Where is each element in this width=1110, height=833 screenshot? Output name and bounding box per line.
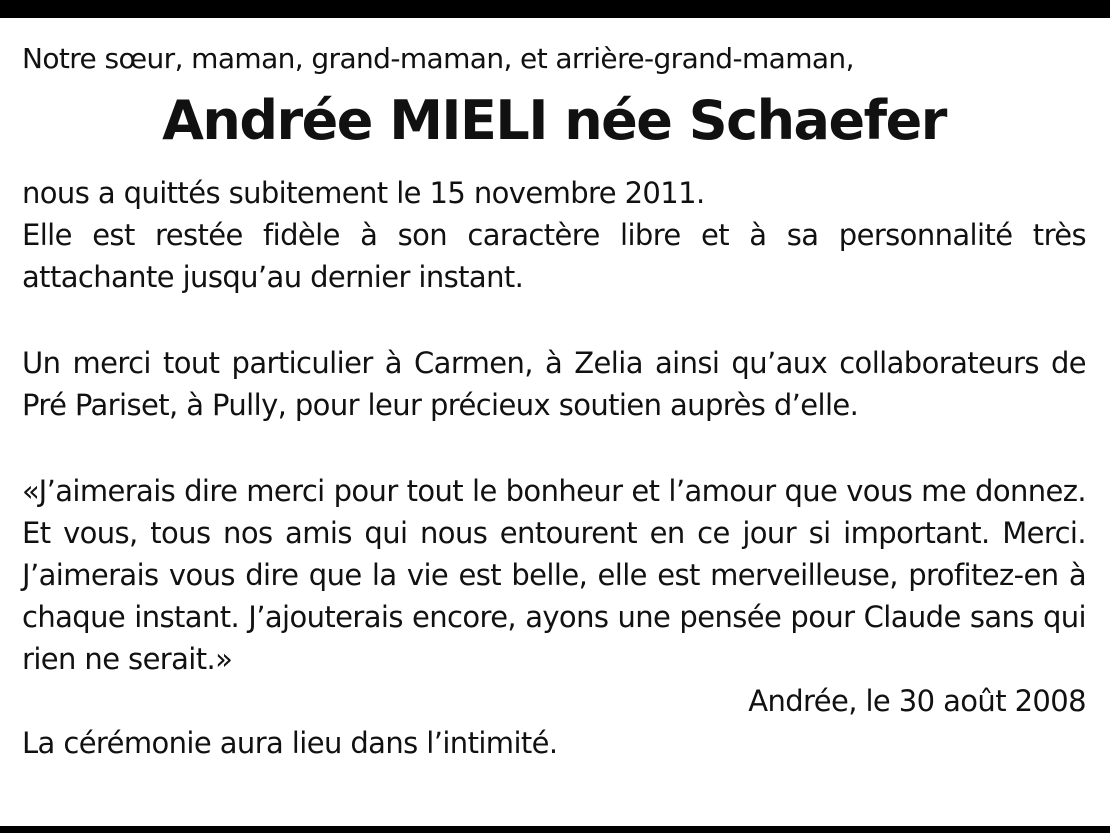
quote-paragraph [22,470,1086,680]
ceremony-note: La cérémonie aura lieu dans l’intimité. [22,726,558,760]
spacer [22,426,1086,470]
announcement-paragraph [22,172,1086,298]
obituary-notice [22,36,1086,764]
bottom-rule [0,826,1110,833]
intro-line: Notre sœur, maman, grand-maman, et arrière-grand-maman, [22,42,854,75]
top-rule [0,0,1110,18]
quote-text: «J’aimerais dire merci pour tout le bonheur et l’amour que vous me donnez. Et vous, tous nos amis qui nous entourent en ce jour si important. Merci. J’aimerais vous dire que la vie est belle, elle est merveilleuse, profitez-en à chaque instant. J’ajouterais encore, ayons une pensée pour Claude sans qui rien ne serait.» [22,474,1086,676]
thanks-paragraph [22,342,1086,426]
deceased-name: Andrée MIELI née Schaefer [162,89,946,152]
announcement-text: Elle est restée fidèle à son caractère libre et à sa personnalité très attachante jusqu’au dernier instant. [22,218,1086,294]
thanks-text: Un merci tout particulier à Carmen, à Zelia ainsi qu’aux collaborateurs de Pré Pariset, à Pully, pour leur précieux soutien auprès d’elle. [22,346,1086,422]
quote-signature: Andrée, le 30 août 2008 [748,684,1086,718]
announcement-first-line: nous a quittés subitement le 15 novembre 2011. [22,176,705,210]
spacer [22,298,1086,342]
